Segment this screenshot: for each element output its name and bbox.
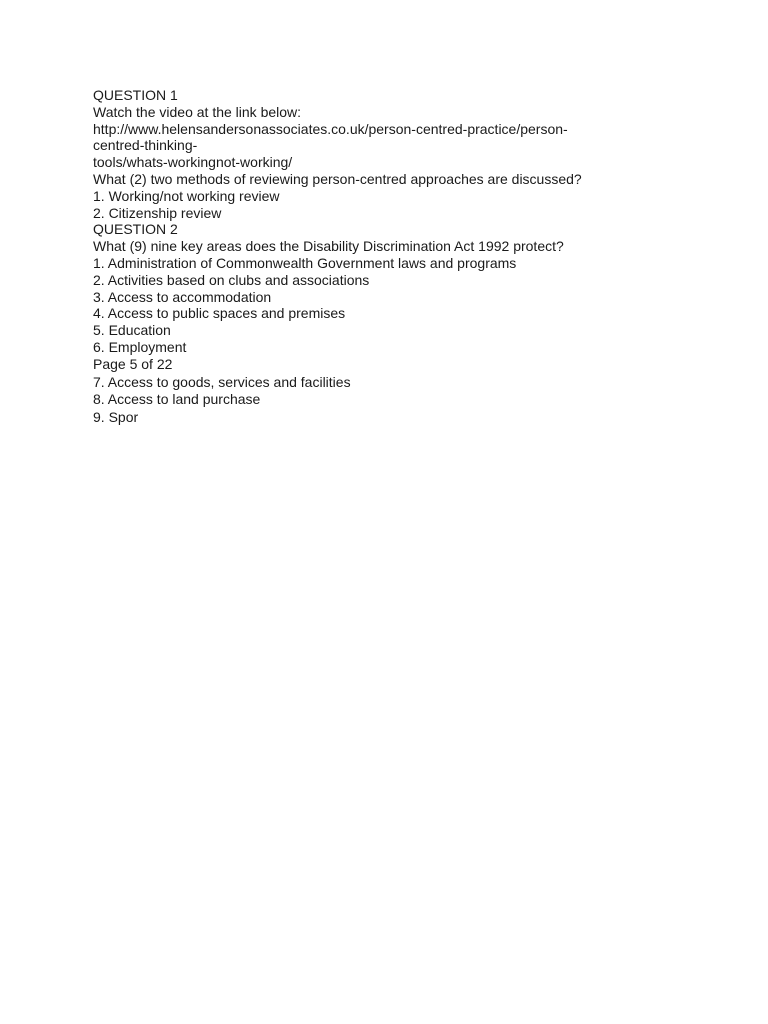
question-2-answer-8: 8. Access to land purchase <box>93 391 261 408</box>
question-2-answer-7: 7. Access to goods, services and facilities <box>93 373 351 390</box>
question-2-answer-6: 6. Employment <box>93 338 187 355</box>
question-2-text: What (9) nine key areas does the Disability Discrimination Act 1992 protect? <box>93 238 564 255</box>
question-1-answer-2: 2. Citizenship review <box>93 204 222 221</box>
question-1-answer-1: 1. Working/not working review <box>93 187 280 204</box>
question-1-heading: QUESTION 1 <box>93 87 178 103</box>
video-link-line-3: tools/whats-workingnot-working/ <box>93 154 293 171</box>
question-2-answer-2: 2. Activities based on clubs and associations <box>93 271 370 288</box>
question-2-answer-4: 4. Access to public spaces and premises <box>93 305 346 322</box>
question-2-answer-9: 9. Spor <box>93 409 139 426</box>
question-2-answer-3: 3. Access to accommodation <box>93 288 272 305</box>
question-2-heading: QUESTION 2 <box>93 221 178 238</box>
page-marker: Page 5 of 22 <box>93 355 173 372</box>
document-text-block <box>93 87 653 426</box>
question-1-instruction: Watch the video at the link below: <box>93 103 302 120</box>
question-2-answer-5: 5. Education <box>93 322 171 339</box>
question-1-text: What (2) two methods of reviewing person-centred approaches are discussed? <box>93 170 582 187</box>
video-link-line-2: centred-thinking- <box>93 137 198 154</box>
question-2-answer-1: 1. Administration of Commonwealth Government laws and programs <box>93 254 517 271</box>
video-link-line-1: http://www.helensandersonassociates.co.uk/person-centred-practice/person- <box>93 120 568 137</box>
